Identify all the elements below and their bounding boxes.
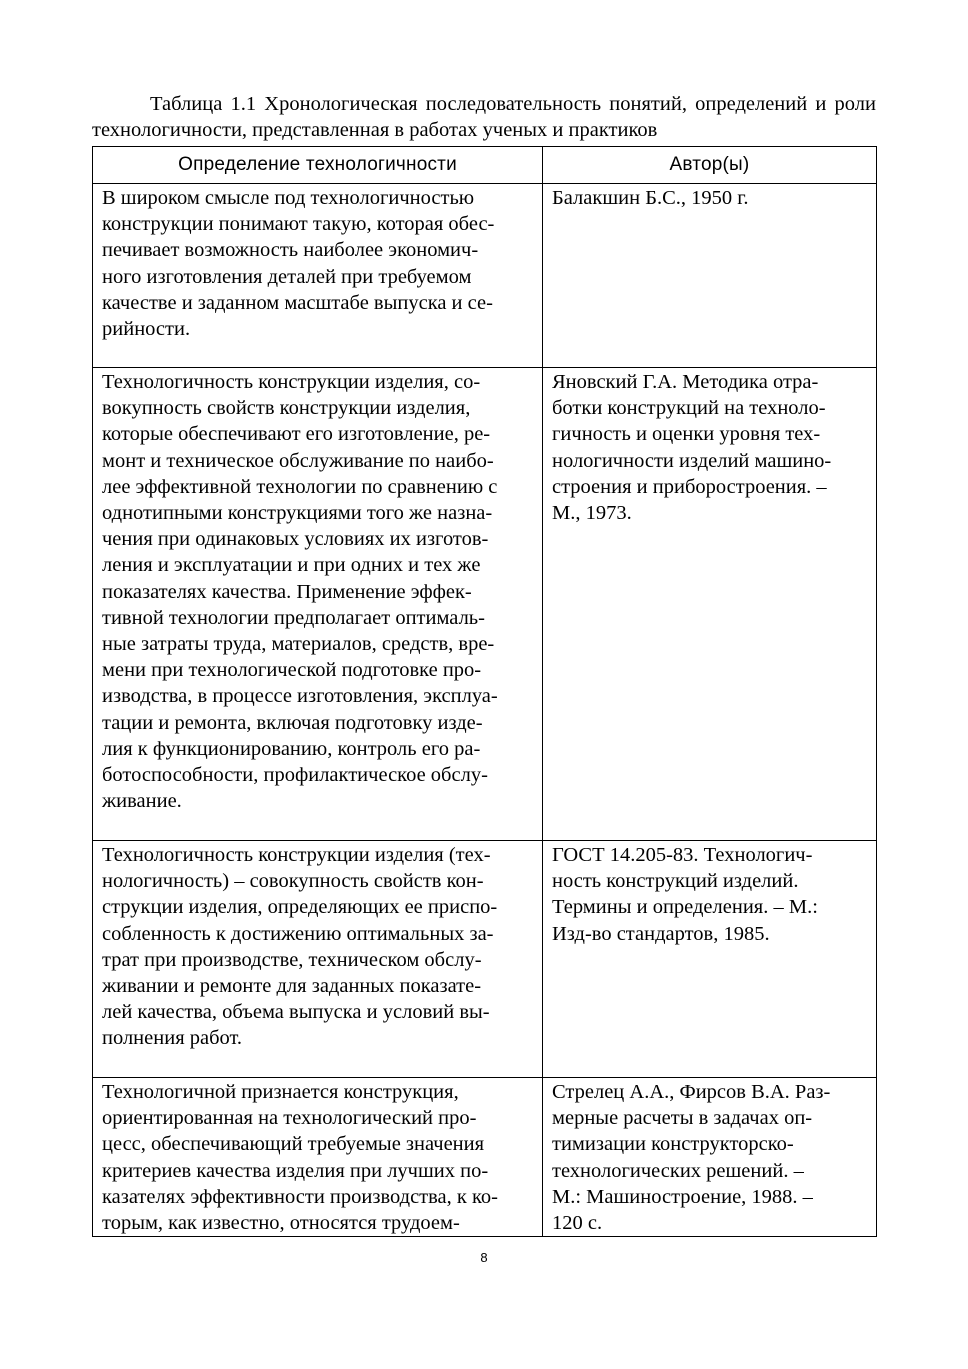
author-text: Балакшин Б.С., 1950 г. bbox=[552, 187, 749, 209]
table-caption: Таблица 1.1 Хронологическая последовательность понятий, определений и роли технологичности, представленная в работах ученых и практиков bbox=[92, 93, 876, 141]
definition-cell bbox=[93, 184, 543, 368]
table-row bbox=[93, 368, 877, 841]
table-row bbox=[93, 184, 877, 368]
definition-text: Технологичность конструкции изделия, со- вокупность свойств конструкции изделия, которые обеспечивают его изготовление, ре- монт и техническое обслуживание по наибо- лее эффективной технологии по сравнению с однотипными конструкциями того же назна- чения при одинаковых условиях их изготов- ления и эксплуатации и при одних и тех же показателях качества. Применение эффек- тивной технологии предполагает оптималь- ные затраты труда, материалов, средств, вре- мени при технологической подготовке про- изводства, в процессе изготовления, эксплуа- тации и ремонта, включая подготовку изде- лия к функционированию, контроль его ра- ботоспособности, профилактическое обслу- живание. bbox=[102, 371, 498, 813]
table-row bbox=[93, 1078, 877, 1237]
header-definition: Определение технологичности bbox=[93, 147, 543, 184]
header-authors: Автор(ы) bbox=[543, 147, 877, 184]
page-number: 8 bbox=[480, 1250, 488, 1265]
definition-cell bbox=[93, 368, 543, 841]
author-cell bbox=[543, 184, 877, 368]
definition-cell bbox=[93, 841, 543, 1078]
definition-text: Технологичность конструкции изделия (тех- нологичность) – совокупность свойств кон- струкции изделия, определяющих ее приспо- собленность к достижению оптимальных за- трат при производстве, техническом обслу- живании и ремонте для заданных показате- лей качества, объема выпуска и условий вы- полнения работ. bbox=[102, 844, 498, 1050]
author-cell bbox=[543, 841, 877, 1078]
definition-text: В широком смысле под технологичностью конструкции понимают такую, которая обес- печивает возможность наиболее экономич- ного изготовления деталей при требуемом качестве и заданном масштабе выпуска и се- рийности. bbox=[102, 187, 495, 341]
author-text: Стрелец А.А., Фирсов В.А. Раз- мерные расчеты в задачах оп- тимизации конструкторско- технологических решений. – М.: Машиностроение, 1988. – 120 с. bbox=[552, 1081, 831, 1235]
definition-cell bbox=[93, 1078, 543, 1237]
author-text: ГОСТ 14.205-83. Технологич- ность конструкций изделий. Термины и определения. – М.: Изд-во стандартов, 1985. bbox=[552, 844, 818, 945]
author-cell bbox=[543, 1078, 877, 1237]
author-cell bbox=[543, 368, 877, 841]
author-text: Яновский Г.А. Методика отра- ботки конструкций на техноло- гичность и оценки уровня тех- нологичности изделий машино- строения и приборостроения. – М., 1973. bbox=[552, 371, 832, 525]
table-row bbox=[93, 841, 877, 1078]
table-header-row bbox=[93, 147, 877, 184]
definitions-table bbox=[92, 146, 877, 1237]
definition-text: Технологичной признается конструкция, ориентированная на технологический про- цесс, обеспечивающий требуемые значения критериев качества изделия при лучших по- казателях эффективности производства, к ко- торым, как известно, относятся трудоем- bbox=[102, 1081, 498, 1235]
